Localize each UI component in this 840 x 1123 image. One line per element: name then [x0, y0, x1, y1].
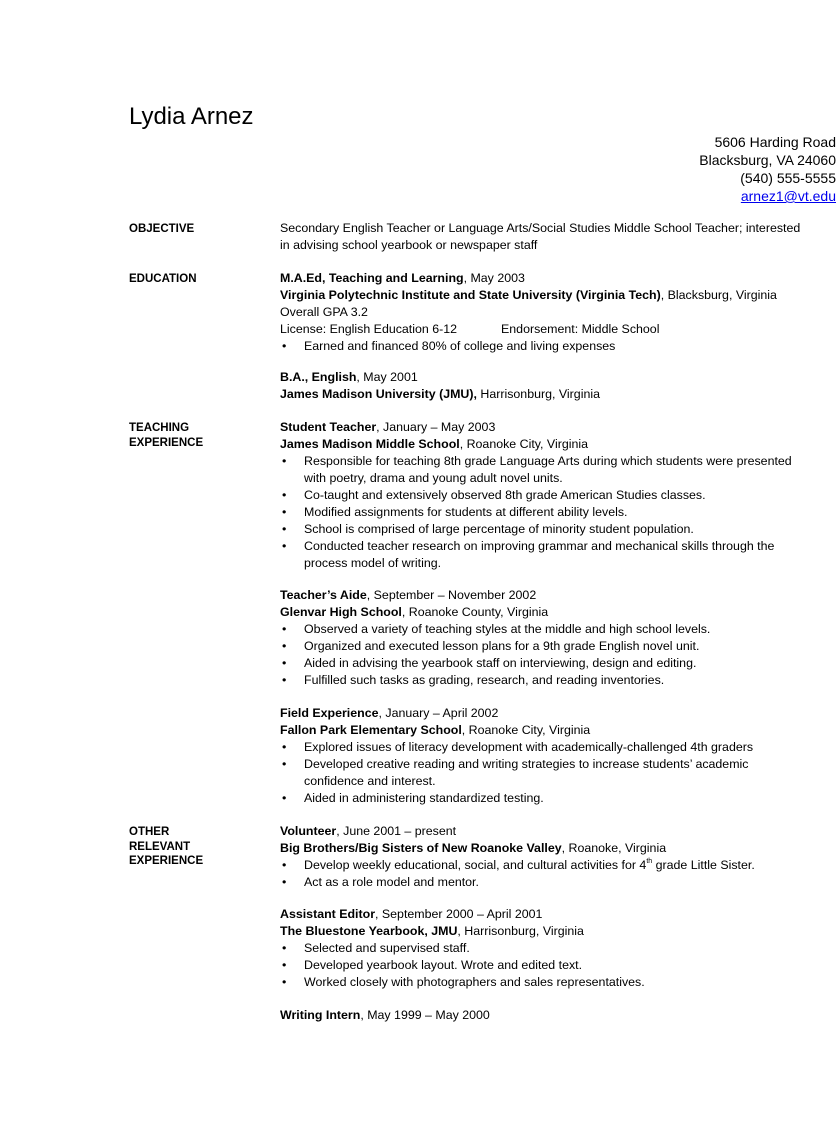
section-label-teaching [129, 421, 203, 450]
job-title-line [280, 587, 840, 604]
org-location: , Roanoke County, Virginia [401, 605, 549, 619]
job-date: , September 2000 – April 2001 [375, 907, 543, 921]
job-assistant-editor [280, 906, 840, 991]
job-date: , January – May 2003 [376, 420, 496, 434]
label-text: TEACHING [129, 422, 190, 434]
school-line [280, 386, 840, 403]
bullet-item: • Co-taught and extensively observed 8th grade American Studies classes. [280, 487, 840, 504]
section-label-objective [129, 222, 194, 237]
bullet-item: • Observed a variety of teaching styles at the middle and high school levels. [280, 621, 840, 638]
org-line [280, 722, 840, 739]
degree-title: B.A., English [280, 370, 357, 384]
job-field-experience [280, 705, 840, 807]
job-title: Student Teacher [280, 420, 377, 434]
bullet-item: • Worked closely with photographers and sales representatives. [280, 974, 840, 991]
label-text: OTHER [129, 826, 170, 838]
bullet-list [280, 940, 840, 991]
job-title: Field Experience [280, 706, 379, 720]
bullet-text: confidence and interest. [304, 774, 436, 788]
org-location: , Harrisonburg, Virginia [457, 924, 584, 938]
bullet-item: • Explored issues of literacy development with academically-challenged 4th graders [280, 739, 840, 756]
job-title-line [280, 823, 840, 840]
org-line [280, 840, 840, 857]
job-date: , January – April 2002 [378, 706, 499, 720]
education-ma [280, 270, 840, 355]
bullet-text: Develop weekly educational, social, and cultural activities for 4 [304, 858, 647, 872]
bullet-item: • Earned and financed 80% of college and living expenses [280, 338, 840, 355]
org-name: Big Brothers/Big Sisters of New Roanoke Valley [280, 841, 562, 855]
bullet-list [280, 621, 840, 689]
section-label-education [129, 272, 197, 287]
job-date: , June 2001 – present [336, 824, 457, 838]
job-title-line [280, 419, 840, 436]
endorsement: Endorsement: Middle School [501, 322, 660, 336]
bullet-item: • Selected and supervised staff. [280, 940, 840, 957]
org-line [280, 604, 840, 621]
objective-line: Secondary English Teacher or Language Arts/Social Studies Middle School Teacher; interested [280, 221, 801, 235]
org-location: , Roanoke City, Virginia [459, 437, 589, 451]
contact-street: 5606 Harding Road [714, 134, 836, 150]
objective-line: in advising school yearbook or newspaper staff [280, 238, 538, 252]
school-location: Harrisonburg, Virginia [476, 387, 600, 401]
degree-line [280, 270, 840, 287]
org-line [280, 923, 840, 940]
org-name: Glenvar High School [280, 605, 402, 619]
job-title-line [280, 705, 840, 722]
job-title: Assistant Editor [280, 907, 376, 921]
bullet-text: with poetry, drama and young adult novel units. [304, 471, 563, 485]
bullet-list [280, 857, 840, 891]
bullet-list [280, 338, 840, 355]
label-text: EDUCATION [129, 273, 197, 285]
gpa: Overall GPA 3.2 [280, 305, 368, 319]
job-volunteer [280, 823, 840, 891]
degree-date: , May 2001 [356, 370, 418, 384]
job-title-line [280, 906, 840, 923]
job-title: Volunteer [280, 824, 337, 838]
education-ba [280, 369, 840, 403]
label-text: OBJECTIVE [129, 223, 195, 235]
job-date: , May 1999 – May 2000 [360, 1008, 490, 1022]
bullet-item: • Developed yearbook layout. Wrote and edited text. [280, 957, 840, 974]
bullet-item: • Fulfilled such tasks as grading, research, and reading inventories. [280, 672, 840, 689]
org-name: The Bluestone Yearbook, JMU [280, 924, 458, 938]
bullet-item: • Organized and executed lesson plans for a 9th grade English novel unit. [280, 638, 840, 655]
contact-block [516, 133, 836, 205]
org-line [280, 436, 840, 453]
job-writing-intern [280, 1007, 840, 1022]
bullet-item: • Modified assignments for students at different ability levels. [280, 504, 840, 521]
bullet-item: • Aided in administering standardized testing. [280, 790, 840, 807]
school-name: Virginia Polytechnic Institute and State University (Virginia Tech) [280, 288, 661, 302]
bullet-item [280, 756, 840, 790]
bullet-item [280, 453, 840, 487]
job-student-teacher [280, 419, 840, 572]
degree-title: M.A.Ed, Teaching and Learning [280, 271, 464, 285]
org-name: Fallon Park Elementary School [280, 723, 462, 737]
bullet-item: • School is comprised of large percentage of minority student population. [280, 521, 840, 538]
license-line [280, 321, 840, 338]
job-date: , September – November 2002 [366, 588, 537, 602]
bullet-text: • Responsible for teaching 8th grade Language Arts during which students were presented [304, 454, 792, 468]
bullet-item: • Aided in advising the yearbook staff on interviewing, design and editing. [280, 655, 840, 672]
org-location: , Roanoke City, Virginia [461, 723, 591, 737]
job-teachers-aide [280, 587, 840, 689]
job-title-line [280, 1007, 840, 1024]
bullet-list [280, 739, 840, 807]
bullet-text: • Developed creative reading and writing strategies to increase students’ academic [304, 757, 749, 771]
bullet-item: • Act as a role model and mentor. [280, 874, 840, 891]
resume-name: Lydia Arnez [129, 103, 254, 130]
label-text: EXPERIENCE [129, 436, 204, 449]
school-name: James Madison University (JMU), [280, 387, 477, 401]
job-title: Writing Intern [280, 1008, 361, 1022]
bullet-text: grade Little Sister. [652, 858, 755, 872]
contact-phone: (540) 555-5555 [740, 170, 836, 186]
org-name: James Madison Middle School [280, 437, 460, 451]
label-text: RELEVANT [129, 840, 191, 853]
license: License: English Education 6-12 [280, 322, 458, 336]
section-label-other [129, 825, 203, 869]
school-location: , Blacksburg, Virginia [660, 288, 777, 302]
degree-date: , May 2003 [463, 271, 525, 285]
ordinal-suffix: th [646, 858, 653, 865]
degree-line [280, 369, 840, 386]
contact-email-link[interactable]: arnez1@vt.edu [740, 188, 836, 204]
org-location: , Roanoke, Virginia [561, 841, 667, 855]
bullet-list [280, 453, 840, 572]
bullet-item [280, 857, 840, 874]
school-line [280, 287, 840, 304]
bullet-text: process model of writing. [304, 556, 442, 570]
job-title: Teacher’s Aide [280, 588, 367, 602]
objective-text [280, 220, 840, 254]
bullet-item [280, 538, 840, 572]
bullet-text: • Conducted teacher research on improving grammar and mechanical skills through the [304, 539, 775, 553]
contact-city: Blacksburg, VA 24060 [699, 152, 836, 168]
label-text: EXPERIENCE [129, 855, 204, 867]
